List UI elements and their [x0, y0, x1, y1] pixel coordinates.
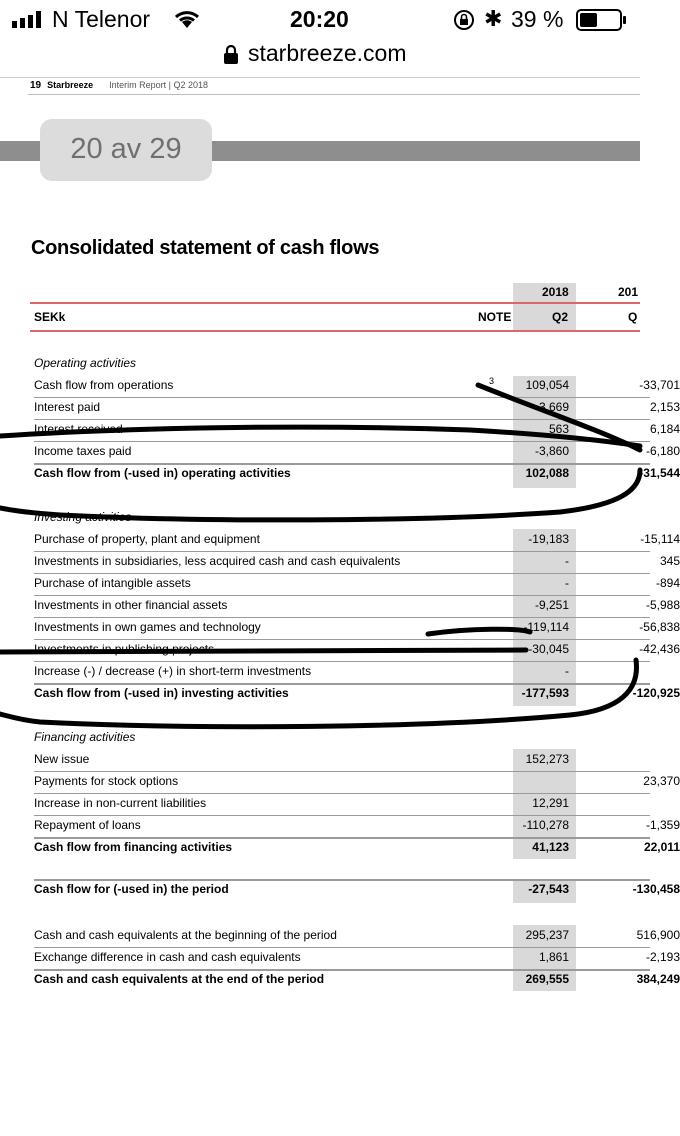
- clock: 20:20: [290, 6, 349, 32]
- bluetooth-icon: ✱: [484, 6, 503, 31]
- table-row: Exchange difference in cash and cash equivalents 1,861 -2,193: [34, 947, 640, 969]
- table-row: Income taxes paid -3,860 -6,180: [34, 441, 640, 463]
- battery-percentage: 39 %: [511, 6, 564, 32]
- column-year-2018: 2018: [542, 285, 569, 299]
- column-unit: SEKk: [34, 310, 66, 324]
- page-indicator: [40, 119, 212, 181]
- column-period-q2: Q2: [552, 310, 569, 324]
- brand-name: Starbreeze: [47, 80, 94, 90]
- signal-strength-icon: [12, 10, 48, 28]
- table-row: Cash and cash equivalents at the beginning of the period 295,237 516,900: [34, 928, 680, 942]
- wifi-icon: [172, 9, 202, 29]
- table-row: Financing activities: [34, 730, 136, 744]
- address-bar[interactable]: [0, 40, 640, 72]
- table-row: Repayment of loans -110,278 -1,359: [34, 815, 640, 837]
- table-row: Investments in publishing projects -30,045 -42,436: [34, 639, 640, 661]
- table-row: Investing activities: [34, 510, 132, 524]
- table-row: Purchase of property, plant and equipment -19,183 -15,114: [34, 532, 680, 546]
- lock-icon: [222, 44, 240, 66]
- table-row: New issue 152,273: [34, 752, 569, 766]
- table-row-total: Cash flow from financing activities 41,123 22,011: [34, 837, 640, 859]
- table-row: Payments for stock options 23,370: [34, 771, 640, 793]
- table-row-total: Cash flow from (-used in) investing activities -177,593 -120,925: [34, 683, 640, 705]
- column-year-prior: 201: [618, 285, 639, 299]
- table-header-rule-bottom: [30, 330, 640, 332]
- status-bar: [0, 0, 640, 40]
- table-row: Operating activities: [34, 356, 137, 370]
- table-row: Interest paid -3,669 2,153: [34, 397, 640, 419]
- table-row: Increase in non-current liabilities 12,291: [34, 793, 640, 815]
- report-page-number: 19: [30, 80, 42, 91]
- column-period-prior: Q: [628, 310, 638, 324]
- table-row: Investments in other financial assets -9,251 -5,988: [34, 595, 640, 617]
- table-row: Investments in own games and technology -119,114 -56,838: [34, 617, 640, 639]
- report-header: [30, 80, 208, 91]
- table-row: Cash flow from operations 3 109,054 -33,701: [34, 376, 680, 392]
- table-row-total: Cash flow for (-used in) the period -27,543 -130,458: [34, 879, 640, 901]
- battery-icon: [576, 9, 628, 31]
- divider: [0, 77, 640, 78]
- table-row: Increase (-) / decrease (+) in short-term investments -: [34, 661, 640, 683]
- table-row: Interest received 563 6,184: [34, 419, 640, 441]
- carrier-name: N Telenor: [52, 6, 151, 32]
- table-row: Purchase of intangible assets - -894: [34, 573, 640, 595]
- url-text[interactable]: starbreeze.com: [248, 40, 407, 66]
- table-row-total: Cash and cash equivalents at the end of the period 269,555 384,249: [34, 969, 640, 991]
- report-subtitle: Interim Report | Q2 2018: [109, 80, 209, 90]
- column-note: NOTE: [478, 310, 512, 324]
- table-row: Investments in subsidiaries, less acquired cash and cash equivalents - 345: [34, 551, 640, 573]
- rotation-lock-icon: [452, 9, 476, 31]
- table-row-total: Cash flow from (-used in) operating activities 102,088 -31,544: [34, 463, 640, 485]
- header-rule: [28, 94, 640, 95]
- page-indicator-text: 20 av 29: [70, 133, 182, 165]
- page-title: Consolidated statement of cash flows: [31, 237, 380, 259]
- table-header-rule-top: [30, 302, 640, 304]
